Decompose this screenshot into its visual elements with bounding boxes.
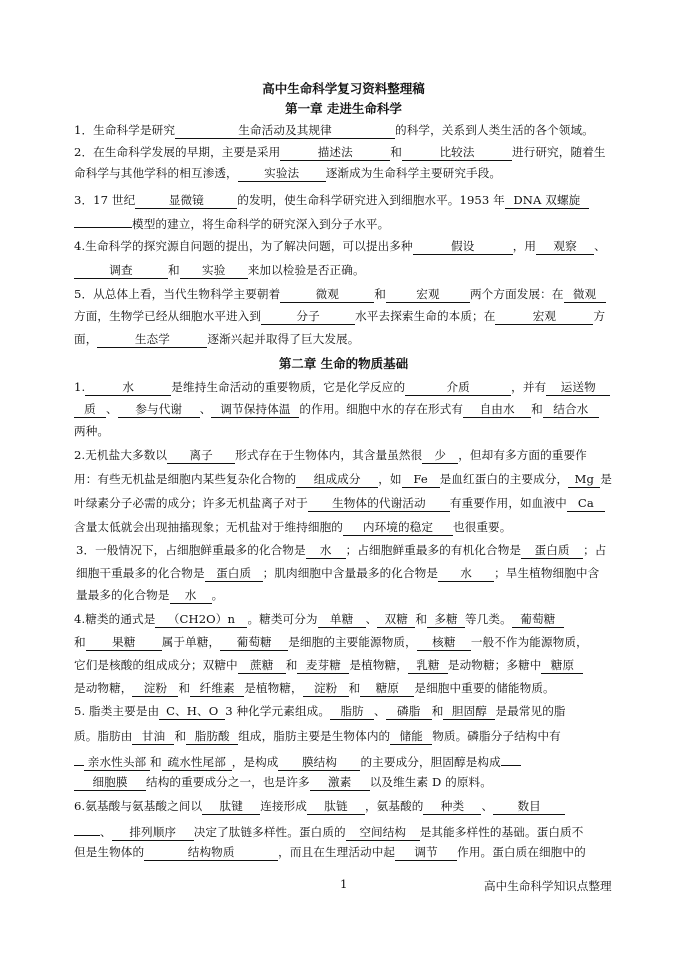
- text: ；旱生植物细胞中含: [494, 566, 600, 580]
- fill-blank: Fe: [402, 472, 440, 488]
- fill-blank: 激素: [310, 775, 370, 791]
- fill-blank: （CH2O）n: [155, 612, 247, 628]
- fill-blank: 观察: [536, 239, 594, 255]
- text-line: [74, 797, 634, 815]
- fill-blank: 介质: [405, 380, 511, 396]
- text-line: [76, 541, 636, 559]
- text: 质。脂肪由: [74, 729, 133, 743]
- fill-blank: 甘油: [132, 729, 174, 745]
- text: 、: [199, 402, 212, 416]
- text: 是: [600, 472, 612, 486]
- text: 的科学，关系到人类生活的各个领域。: [395, 123, 594, 137]
- text: 、: [365, 612, 378, 626]
- text: 。糖类可分为: [247, 612, 318, 626]
- fill-blank: 水: [85, 380, 171, 396]
- text: 、: [100, 825, 112, 839]
- fill-blank: 蛋白质: [521, 543, 583, 559]
- text: 是动物糖；多糖中: [447, 658, 542, 672]
- fill-blank: 结合水: [543, 402, 599, 418]
- fill-blank: 宏观: [386, 287, 470, 303]
- running-title: 高中生命科学知识点整理: [484, 879, 612, 893]
- fill-blank: [74, 750, 84, 766]
- text: 两种。: [74, 424, 110, 438]
- text: 的作用。细胞中水的存在形式有: [299, 402, 464, 416]
- text: 、: [594, 239, 606, 253]
- text: 进行研究，随着生: [511, 145, 606, 159]
- fill-blank: 生态学: [97, 332, 207, 348]
- text: 4.生命科学的探究源自问题的提出，为了解决问题，可以提出多种: [74, 239, 413, 253]
- fill-blank: 数目: [493, 799, 565, 815]
- fill-blank: 少: [422, 448, 458, 464]
- text: 形式存在于生物体内，其含量虽然很: [235, 448, 423, 462]
- text: 等几类。: [465, 612, 512, 626]
- text: 是细胞的主要能源物质，: [288, 635, 417, 649]
- text: 以及维生素 D 的原料。: [369, 775, 492, 789]
- text: 是动物糖，: [74, 681, 133, 695]
- fill-blank: 膜结构: [278, 755, 360, 771]
- text: 1.: [74, 380, 86, 394]
- text: 5．从总体上看，当代生物科学主要朝着: [74, 287, 281, 301]
- text: 方面，生物学已经从细胞水平进入到: [74, 309, 262, 323]
- fill-blank: Ca: [567, 496, 605, 512]
- fill-blank: 麦芽糖: [297, 658, 349, 674]
- text-line: [74, 470, 634, 488]
- fill-blank: 生物体的代谢活动: [308, 496, 450, 512]
- fill-blank: 肽链: [307, 799, 365, 815]
- fill-blank: [501, 750, 521, 766]
- text: 水平去探索生命的本质；在: [355, 309, 496, 323]
- text-line: [74, 820, 634, 838]
- fill-blank: 空间结构: [346, 825, 420, 841]
- text-line: [74, 307, 634, 325]
- fill-blank: 组成成分: [296, 472, 378, 488]
- text: 2.无机盐大多数以: [74, 448, 168, 462]
- fill-blank: 核糖: [417, 635, 471, 651]
- text: 6.氨基酸与氨基酸之间以: [74, 799, 203, 813]
- text-line: [74, 422, 634, 440]
- text: 的主要成分，胆固醇是构成: [360, 755, 501, 769]
- text-line: [74, 121, 634, 139]
- fill-blank: 内环境的稳定: [343, 520, 453, 536]
- text: 和: [431, 704, 444, 718]
- text: 属于单糖，: [161, 635, 221, 649]
- text-line: [74, 237, 634, 255]
- text-line: [74, 843, 634, 861]
- text-line: [74, 610, 634, 628]
- text-line: [74, 446, 634, 464]
- text: 命科学与其他学科的相互渗透，: [74, 166, 238, 180]
- text-line: [74, 378, 634, 396]
- text: 是血红蛋白的主要成分，: [439, 472, 569, 486]
- fill-blank: 微观: [280, 287, 374, 303]
- text: 决定了肽链多样性。蛋白质的: [193, 825, 346, 839]
- page-number: 1: [340, 877, 348, 891]
- fill-blank: 调节: [395, 845, 457, 861]
- text: 组成，脂肪主要是生物体内的: [238, 729, 391, 743]
- text: 用：有些无机盐是细胞内某些复杂化合物的: [74, 472, 297, 486]
- fill-blank: 运送物: [546, 380, 610, 396]
- text: 和: [150, 755, 162, 769]
- fill-blank: 假设: [413, 239, 513, 255]
- text-line: [76, 564, 636, 582]
- text: 和: [390, 145, 402, 159]
- text-line: [74, 191, 634, 209]
- text: ，是构成: [231, 755, 279, 769]
- text: 细胞干重最多的化合物是: [76, 566, 205, 580]
- text: 。: [211, 588, 224, 602]
- fill-blank: 疏水性尾部: [162, 755, 232, 771]
- fill-blank: 水: [306, 543, 346, 559]
- text: 的发明，使生命科学研究进入到细胞水平。1953 年: [237, 193, 505, 207]
- fill-blank: 蛋白质: [205, 566, 263, 582]
- text: 是植物糖，: [349, 658, 408, 672]
- text-line: [74, 494, 634, 512]
- text: 叶绿素分子必需的成分；许多无机盐离子对于: [74, 496, 308, 510]
- fill-blank: 多糖: [427, 612, 465, 628]
- text: 物质。磷脂分子结构中有: [432, 729, 561, 743]
- text: 来加以检验是否正确。: [247, 263, 365, 277]
- text: 和: [174, 729, 187, 743]
- text: ，如: [378, 472, 402, 486]
- fill-blank: 储能: [390, 729, 432, 745]
- text-line: [74, 212, 634, 230]
- text: ；占: [583, 543, 607, 557]
- text: 逐渐成为生命科学主要研究手段。: [325, 166, 502, 180]
- text: 1．生命科学是研究: [74, 123, 176, 137]
- text: 有重要作用，如血液中: [449, 496, 567, 510]
- fill-blank: 双糖: [377, 612, 415, 628]
- text-line: [74, 164, 634, 182]
- fill-blank: 显微镜: [135, 193, 237, 209]
- text: 和: [74, 635, 86, 649]
- text: 、: [481, 799, 494, 813]
- text: 和: [374, 287, 386, 301]
- text: 两个方面发展：在: [469, 287, 564, 301]
- text: 是维持生命活动的重要物质，它是化学反应的: [171, 380, 406, 394]
- fill-blank: 淀粉: [132, 681, 178, 697]
- fill-blank: [74, 212, 132, 228]
- text-line: [74, 518, 634, 536]
- text-line: [76, 586, 636, 604]
- text: 量最多的化合物是: [76, 588, 170, 602]
- text: 逐渐兴起并取得了巨大发展。: [207, 332, 360, 346]
- chapter-2-heading: 第二章 生命的物质基础: [278, 356, 409, 371]
- text: 3．17 世纪: [74, 193, 136, 207]
- fill-blank: 实验: [180, 263, 248, 279]
- fill-blank: 蔗糖: [238, 658, 286, 674]
- text: 连接形成: [260, 799, 307, 813]
- fill-blank: 水: [438, 566, 494, 582]
- text: 是最常见的脂: [495, 704, 566, 718]
- text: 和: [348, 681, 361, 695]
- fill-blank: 细胞膜: [74, 775, 146, 791]
- fill-blank: 亲水性头部: [84, 755, 150, 771]
- fill-blank: [74, 820, 100, 836]
- fill-blank: 自由水: [463, 402, 531, 418]
- text: 4.糖类的通式是: [74, 612, 156, 626]
- fill-blank: 磷脂: [386, 704, 432, 720]
- text: ，用: [512, 239, 537, 253]
- text-line: [74, 727, 634, 745]
- text: 含量太低就会出现抽搐现象；无机盐对于维持细胞的: [74, 520, 343, 534]
- fill-blank: 质: [74, 402, 106, 418]
- text: 2．在生命科学发展的早期，主要是采用: [74, 145, 281, 159]
- text: 但是生物体的: [74, 845, 145, 859]
- fill-blank: 淀粉: [303, 681, 349, 697]
- fill-blank: 调查: [74, 263, 168, 279]
- text: 它们是核酸的组成成分；双糖中: [74, 658, 238, 672]
- fill-blank: 比较法: [402, 145, 512, 161]
- fill-blank: 生命活动及其规律: [175, 123, 395, 139]
- fill-blank: 葡萄糖: [220, 635, 288, 651]
- text-line: [74, 330, 634, 348]
- text: 是植物糖，: [244, 681, 303, 695]
- text-line: [74, 679, 634, 697]
- text-line: [74, 773, 634, 791]
- fill-blank: 调节保持体温: [211, 402, 299, 418]
- text: 和: [415, 612, 428, 626]
- fill-blank: DNA 双螺旋: [505, 193, 589, 209]
- fill-blank: 分子: [261, 309, 355, 325]
- text: 、: [374, 704, 386, 718]
- fill-blank: 脂肪酸: [186, 729, 238, 745]
- fill-blank: 乳糖: [408, 658, 448, 674]
- text: 和: [285, 658, 298, 672]
- text: ，氨基酸的: [364, 799, 424, 813]
- text-line: [74, 400, 634, 418]
- text: 、: [106, 402, 118, 416]
- text: ，并有: [511, 380, 547, 394]
- text-line: [74, 261, 634, 279]
- text-line: [74, 285, 634, 303]
- text: ，而且在生理活动中起: [278, 845, 396, 859]
- fill-blank: 结构物质: [144, 845, 278, 861]
- fill-blank: 肽键: [202, 799, 260, 815]
- fill-blank: 实验法: [238, 166, 326, 182]
- fill-blank: 糖原: [360, 681, 414, 697]
- text: 方: [593, 309, 606, 323]
- fill-blank: 离子: [167, 448, 235, 464]
- text-line: [74, 656, 634, 674]
- text: ，但却有多方面的重要作: [458, 448, 587, 462]
- fill-blank: 果糖: [86, 635, 162, 651]
- text: 和: [168, 263, 180, 277]
- text: 面，: [74, 332, 98, 346]
- text: 5. 脂类主要是由: [74, 704, 160, 718]
- text: 是其能多样性的基础。蛋白质不: [419, 825, 584, 839]
- fill-blank: 脂肪: [330, 704, 374, 720]
- text-line: [74, 702, 634, 720]
- text-line: [74, 633, 634, 651]
- fill-blank: 纤维素: [190, 681, 244, 697]
- fill-blank: 水: [170, 588, 212, 604]
- text: ；肌肉细胞中含量最多的化合物是: [262, 566, 439, 580]
- text: 是细胞中重要的储能物质。: [414, 681, 555, 695]
- fill-blank: 糖原: [541, 658, 583, 674]
- text: ；占细胞鲜重最多的有机化合物是: [345, 543, 522, 557]
- text: 也很重要。: [452, 520, 512, 534]
- text: 和: [178, 681, 191, 695]
- fill-blank: Mg: [568, 472, 600, 488]
- text-line: [74, 143, 634, 161]
- fill-blank: 单糖: [318, 612, 366, 628]
- text: 模型的建立，将生命科学的研究深入到分子水平。: [132, 217, 390, 231]
- fill-blank: 宏观: [495, 309, 593, 325]
- fill-blank: 参与代谢: [118, 402, 200, 418]
- fill-blank: 描述法: [280, 145, 390, 161]
- text: 一般不作为能源物质，: [470, 635, 588, 649]
- fill-blank: 排列顺序: [112, 825, 194, 841]
- text: 和: [531, 402, 543, 416]
- text: 3．一般情况下，占细胞鲜重最多的化合物是: [76, 543, 306, 557]
- fill-blank: 葡萄糖: [512, 612, 564, 628]
- fill-blank: 微观: [564, 287, 606, 303]
- text: 3 种化学元素组成。: [225, 704, 331, 718]
- text: 结构的重要成分之一，也是许多: [146, 775, 310, 789]
- fill-blank: 种类: [423, 799, 481, 815]
- fill-blank: 胆固醇: [443, 704, 495, 720]
- document-title: 高中生命科学复习资料整理稿: [262, 81, 425, 96]
- fill-blank: C、H、O: [159, 704, 225, 720]
- text: 作用。蛋白质在细胞中的: [457, 845, 586, 859]
- text-line: [74, 750, 634, 768]
- chapter-1-heading: 第一章 走进生命科学: [285, 101, 402, 116]
